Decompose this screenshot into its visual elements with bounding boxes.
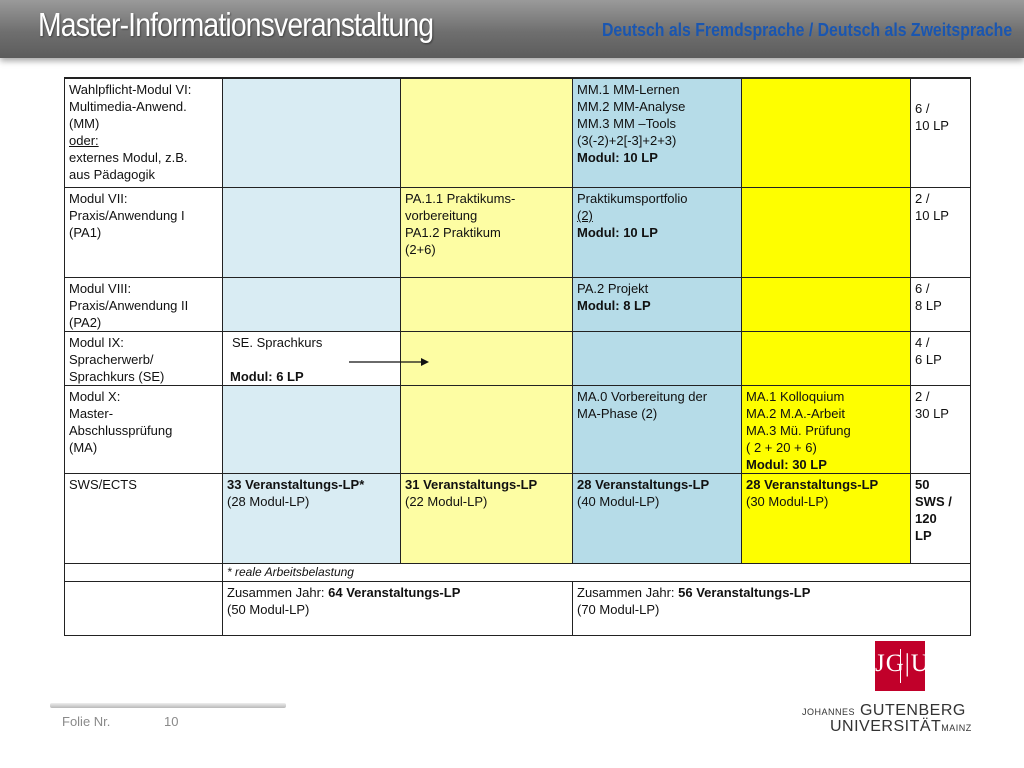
grid-line [64, 77, 65, 636]
cell-text: (70 Modul-LP) [577, 602, 660, 617]
lp-cell [910, 278, 971, 331]
cell-text: PA.2 Projekt [577, 281, 649, 296]
cell-text: 4 / [915, 335, 930, 350]
cell-text: Praxis/Anwendung II [69, 298, 189, 313]
cell-text: 6 LP [915, 352, 942, 367]
table-cell [222, 278, 400, 331]
cell-text: MM.2 MM-Analyse [577, 99, 686, 114]
cell-text: Master- [69, 406, 114, 421]
table-cell [400, 386, 572, 473]
row-label [64, 278, 222, 331]
cell-text: MA.3 Mü. Prüfung [746, 423, 851, 438]
grid-line [64, 331, 971, 332]
university-name-line2 [830, 718, 972, 736]
row-label [64, 188, 222, 277]
cell-text: MA.2 M.A.-Arbeit [746, 406, 845, 421]
cell-text: (50 Modul-LP) [227, 602, 310, 617]
grid-line [64, 187, 971, 188]
grid-line [64, 581, 971, 582]
cell-text: (30 Modul-LP) [746, 494, 829, 509]
cell-text: Modul: 10 LP [577, 225, 658, 240]
grid-line [64, 277, 971, 278]
cell-text: (2+6) [405, 242, 436, 257]
cell-text: Modul VII: [69, 191, 128, 206]
cell-text: Zusammen Jahr: [577, 585, 679, 600]
grid-line [64, 473, 971, 474]
cell-text: (MM) [69, 116, 100, 131]
cell-text: (3(-2)+2[-3]+2+3) [577, 133, 677, 148]
cell-text: Praktikumsportfolio [577, 191, 688, 206]
cell-text: Sprachkurs (SE) [69, 369, 165, 384]
grid-line [572, 77, 573, 564]
cell-text: 10 LP [915, 118, 949, 133]
cell-text: vorbereitung [405, 208, 478, 223]
table-cell [222, 474, 400, 563]
grid-line [741, 77, 742, 564]
cell-text: SE. Sprachkurs [232, 335, 323, 350]
logo-text: GUTENBERG [859, 702, 966, 719]
row-label [64, 332, 222, 385]
cell-text: 2 / [915, 389, 930, 404]
cell-text: Modul: 8 LP [577, 298, 651, 313]
cell-text: (MA) [69, 440, 98, 455]
cell-text: (28 Modul-LP) [227, 494, 310, 509]
cell-text: 33 Veranstaltungs-LP* [227, 477, 365, 492]
cell-text: Zusammen Jahr: [227, 585, 329, 600]
table-cell [572, 332, 741, 385]
footnote [222, 564, 971, 581]
slide-number: 10 [164, 714, 179, 729]
grid-line [970, 77, 971, 636]
table-cell [400, 278, 572, 331]
row-label [64, 386, 222, 473]
cell-text: ( 2 + 20 + 6) [746, 440, 817, 455]
table-cell [222, 79, 400, 187]
table-cell [572, 79, 741, 187]
table-cell [222, 386, 400, 473]
cell-text: (40 Modul-LP) [577, 494, 660, 509]
lp-cell [910, 386, 971, 473]
cell-text: Multimedia-Anwend. [69, 99, 187, 114]
slide-title: Master-Informationsveranstaltung [38, 6, 434, 43]
table-cell [572, 278, 741, 331]
logo-text: JOHANNES [802, 707, 856, 717]
cell-text: 120 [915, 511, 937, 526]
table-cell [572, 188, 741, 277]
grid-line [910, 77, 911, 564]
slide-number-label: Folie Nr. [62, 714, 111, 729]
table-cell [741, 332, 910, 385]
table-cell [741, 278, 910, 331]
cell-text: MA.0 Vorbereitung der [577, 389, 708, 404]
table-cell [741, 188, 910, 277]
table-cell [572, 474, 741, 563]
logo-text: UNIVERSITÄT [830, 718, 942, 735]
footer-divider [50, 703, 286, 708]
cell-text: Praxis/Anwendung I [69, 208, 185, 223]
lp-cell [910, 79, 971, 187]
lp-cell [910, 474, 971, 563]
cell-text: 2 / [915, 191, 930, 206]
slide-subtitle: Deutsch als Fremdsprache / Deutsch als Zweitsprache [601, 20, 1012, 40]
grid-line [64, 385, 971, 386]
cell-text: SWS/ECTS [69, 477, 137, 492]
cell-text: MA-Phase (2) [577, 406, 658, 421]
cell-text: 31 Veranstaltungs-LP [405, 477, 538, 492]
cell-text: Modul VIII: [69, 281, 132, 296]
table-cell [400, 79, 572, 187]
table-cell [741, 79, 910, 187]
grid-line [222, 77, 223, 636]
summary-cell [222, 582, 572, 636]
cell-text: MM.3 MM –Tools [577, 116, 676, 131]
cell-text: externes Modul, z.B. [69, 150, 188, 165]
cell-text: 6 / [915, 281, 930, 296]
table-cell [222, 188, 400, 277]
slide-header [0, 0, 1024, 58]
table-cell [400, 188, 572, 277]
cell-text: 8 LP [915, 298, 942, 313]
logo-mark: JG|U [875, 650, 930, 677]
cell-text: Spracherwerb/ [69, 352, 154, 367]
table-cell [741, 474, 910, 563]
cell-text: Wahlpflicht-Modul VI: [69, 82, 192, 97]
cell-text: 6 / [915, 101, 930, 116]
cell-text: Modul IX: [69, 335, 124, 350]
cell-text: (PA1) [69, 225, 102, 240]
arrow-right-icon [349, 356, 429, 368]
cell-text: MA.1 Kolloquium [746, 389, 845, 404]
cell-text: (2) [577, 208, 593, 223]
module-table [64, 77, 971, 636]
cell-text: Modul: 30 LP [746, 457, 827, 472]
cell-text: PA.1.1 Praktikums- [405, 191, 516, 206]
cell-text: LP [915, 528, 932, 543]
cell-text: 50 [915, 477, 930, 492]
table-cell [400, 474, 572, 563]
cell-text: Modul: 10 LP [577, 150, 658, 165]
cell-text: SWS / [915, 494, 952, 509]
grid-line [64, 563, 971, 564]
logo-text: MAINZ [941, 723, 972, 733]
cell-text: (PA2) [69, 315, 102, 330]
cell-text: PA1.2 Praktikum [405, 225, 501, 240]
cell-text: 64 Veranstaltungs-LP [328, 585, 461, 600]
cell-text: Abschlussprüfung [69, 423, 173, 438]
cell-text: * reale Arbeitsbelastung [227, 565, 354, 579]
cell-text: Modul X: [69, 389, 121, 404]
cell-text: aus Pädagogik [69, 167, 156, 182]
summary-cell [572, 582, 971, 636]
cell-text: MM.1 MM-Lernen [577, 82, 680, 97]
cell-text: Modul: 6 LP [230, 369, 304, 384]
cell-text: 10 LP [915, 208, 949, 223]
grid-line [572, 582, 573, 636]
lp-cell [910, 332, 971, 385]
jgu-logo-icon [875, 641, 930, 691]
cell-text: 56 Veranstaltungs-LP [678, 585, 811, 600]
cell-text: 28 Veranstaltungs-LP [577, 477, 710, 492]
row-label [64, 474, 222, 563]
grid-line [64, 635, 971, 636]
cell-text: 30 LP [915, 406, 949, 421]
lp-cell [910, 188, 971, 277]
row-label [64, 79, 222, 187]
table-cell [741, 386, 910, 473]
cell-text: 28 Veranstaltungs-LP [746, 477, 879, 492]
cell-text: (22 Modul-LP) [405, 494, 488, 509]
grid-line [400, 77, 401, 564]
table-cell [572, 386, 741, 473]
cell-text: oder: [69, 133, 99, 148]
